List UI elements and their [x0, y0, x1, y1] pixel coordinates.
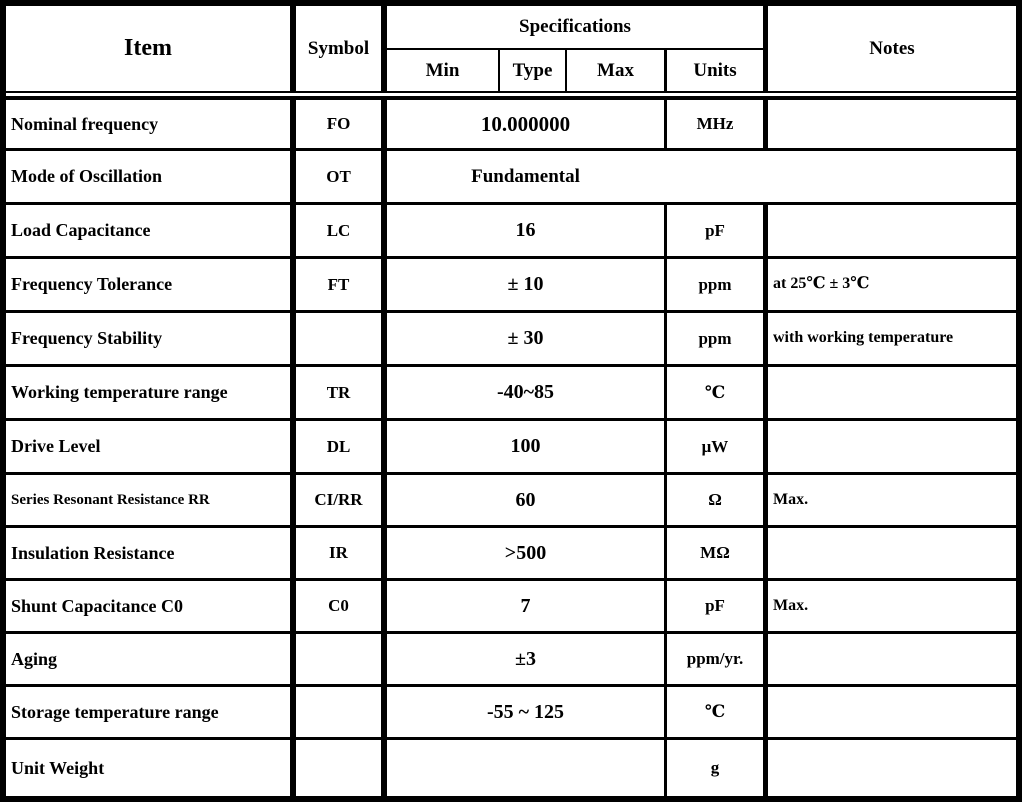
item-cell: Series Resonant Resistance RR [6, 475, 296, 525]
notes-cell [768, 740, 1016, 796]
notes-cell [768, 634, 1016, 684]
header-specifications: Specifications [387, 6, 763, 50]
item-cell: Nominal frequency [6, 100, 296, 148]
table-row [6, 259, 1016, 313]
table-row [6, 151, 1016, 205]
units-cell: ppm [667, 259, 768, 310]
notes-cell [768, 367, 1016, 418]
value-cell: -55 ~ 125 [387, 687, 667, 737]
notes-cell: at 25℃ ± 3℃ [773, 275, 870, 293]
units-cell: pF [667, 581, 768, 631]
symbol-cell [296, 687, 387, 737]
table-row [6, 421, 1016, 475]
item-cell: Frequency Tolerance [6, 259, 296, 310]
value-cell: -40~85 [387, 367, 667, 418]
header-notes: Notes [869, 37, 915, 59]
symbol-cell: LC [296, 205, 387, 256]
table-row [6, 313, 1016, 367]
table-row [6, 475, 1016, 528]
notes-cell [768, 687, 1016, 737]
units-cell: MHz [667, 100, 768, 148]
header-item: Item [6, 6, 296, 91]
item-cell: Frequency Stability [6, 313, 296, 364]
units-cell: MΩ [667, 528, 768, 578]
header-symbol: Symbol [296, 6, 387, 91]
value-text: Fundamental [471, 165, 580, 187]
notes-cell: Max. [773, 490, 809, 508]
units-cell: pF [667, 205, 768, 256]
value-cell: ±3 [387, 634, 667, 684]
units-cell: μW [667, 421, 768, 472]
table-row [6, 205, 1016, 259]
value-cell: >500 [387, 528, 667, 578]
item-cell: Mode of Oscillation [6, 151, 296, 202]
table-row [6, 367, 1016, 421]
table-row [6, 581, 1016, 634]
header-min: Min [387, 50, 500, 91]
units-cell: Ω [667, 475, 768, 525]
header-max: Max [567, 50, 667, 91]
symbol-cell: DL [296, 421, 387, 472]
value-cell: ± 30 [387, 313, 667, 364]
item-cell: Shunt Capacitance C0 [6, 581, 296, 631]
item-cell: Insulation Resistance [6, 528, 296, 578]
item-cell: Storage temperature range [6, 687, 296, 737]
header-units: Units [693, 59, 737, 81]
item-cell: Aging [6, 634, 296, 684]
notes-cell [768, 528, 1016, 578]
notes-cell: Max. [773, 596, 809, 614]
header-double-rule [6, 91, 1016, 100]
symbol-cell: OT [296, 151, 387, 202]
symbol-cell: FO [296, 100, 387, 148]
symbol-cell: C0 [296, 581, 387, 631]
units-cell: g [667, 740, 768, 796]
notes-cell [768, 205, 1016, 256]
symbol-cell [296, 740, 387, 796]
units-cell: ppm [667, 313, 768, 364]
symbol-cell: FT [296, 259, 387, 310]
units-cell: ppm/yr. [667, 634, 768, 684]
merged-value-cell [387, 151, 1016, 202]
units-cell: ℃ [667, 367, 768, 418]
table-row [6, 100, 1016, 151]
header-specifications-subrow [387, 50, 763, 91]
header-type: Type [500, 50, 567, 91]
table-row [6, 740, 1016, 796]
symbol-cell [296, 313, 387, 364]
value-cell: 100 [387, 421, 667, 472]
symbol-cell: IR [296, 528, 387, 578]
value-cell: 10.000000 [387, 100, 667, 148]
item-cell: Load Capacitance [6, 205, 296, 256]
table-header [6, 6, 1016, 91]
item-cell: Unit Weight [6, 740, 296, 796]
header-specifications-group [387, 6, 768, 91]
value-cell: 60 [387, 475, 667, 525]
symbol-cell [296, 634, 387, 684]
value-cell: 7 [387, 581, 667, 631]
item-cell: Drive Level [6, 421, 296, 472]
notes-cell [768, 100, 1016, 148]
units-cell: ℃ [667, 687, 768, 737]
table-row [6, 687, 1016, 740]
value-cell [387, 740, 667, 796]
item-cell: Working temperature range [6, 367, 296, 418]
symbol-cell: CI/RR [296, 475, 387, 525]
table-row [6, 634, 1016, 687]
value-cell: ± 10 [387, 259, 667, 310]
table-row [6, 528, 1016, 581]
notes-cell [768, 421, 1016, 472]
value-cell: 16 [387, 205, 667, 256]
notes-cell: with working temperature [773, 329, 954, 347]
symbol-cell: TR [296, 367, 387, 418]
